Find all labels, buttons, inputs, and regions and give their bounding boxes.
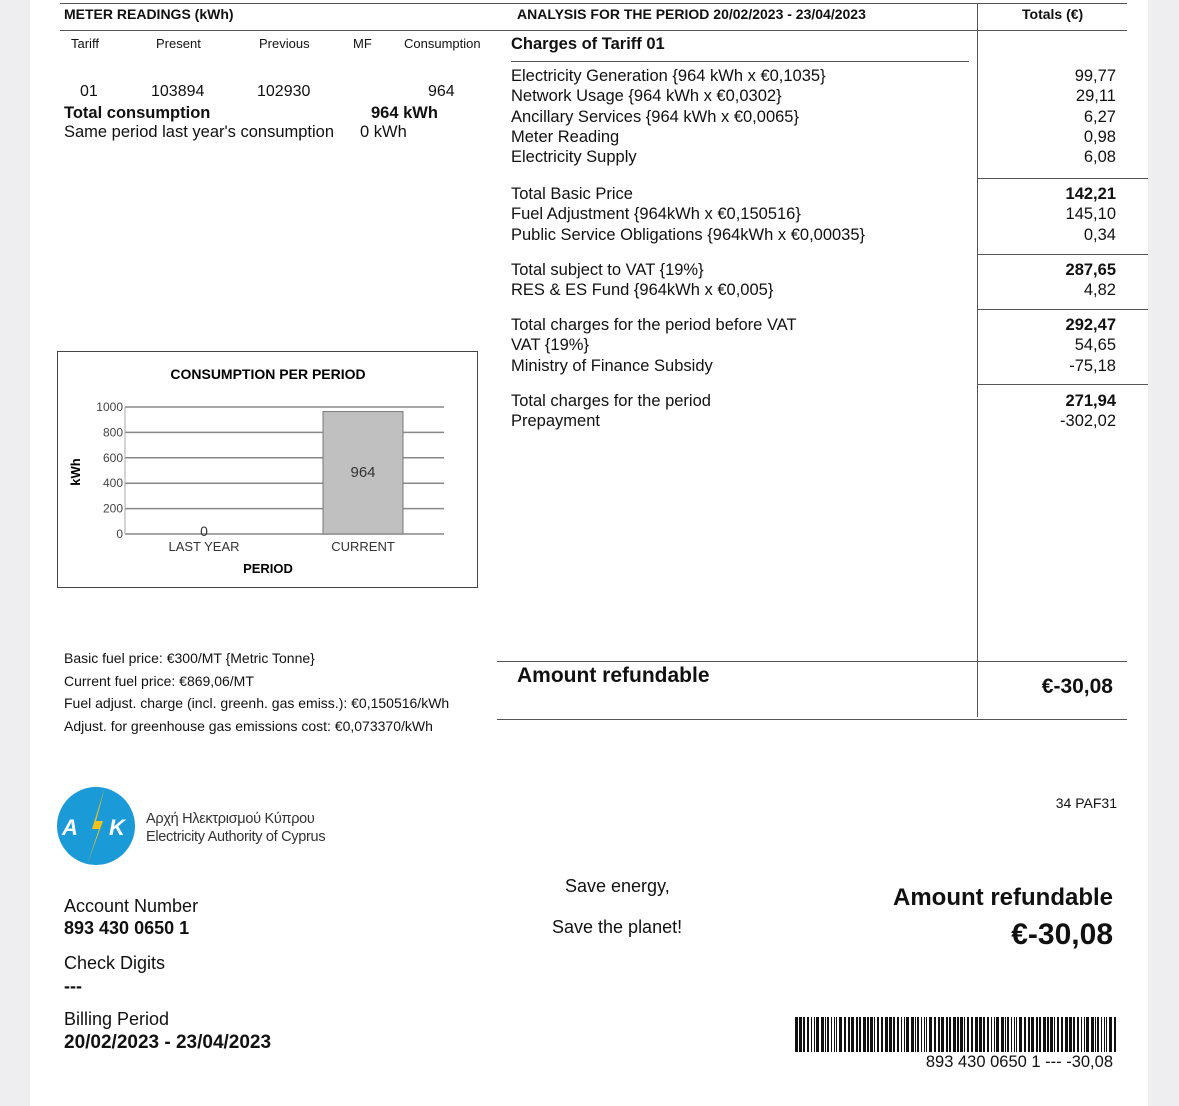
fuel-line: Adjust. for greenhouse gas emissions cost: €0,073370/kWh <box>64 717 433 734</box>
last-year-label: Same period last year's consumption <box>64 123 335 141</box>
charge-label: Ancillary Services {964 kWh x €0,0065} <box>511 107 799 126</box>
meter-title: METER READINGS (kWh) <box>64 6 234 22</box>
y-tick-label: 800 <box>102 425 123 440</box>
present-value: 103894 <box>151 83 205 100</box>
data-label: 0 <box>200 523 208 539</box>
y-tick-label: 1000 <box>96 400 123 414</box>
barcode-bar <box>803 1017 805 1052</box>
barcode-bar <box>934 1017 936 1052</box>
col-tariff: Tariff <box>71 36 99 51</box>
account-number: 893 430 0650 1 <box>64 918 190 938</box>
previous-value: 102930 <box>257 83 311 100</box>
barcode-bar <box>877 1017 879 1052</box>
charge-value: 142,21 <box>1065 185 1116 203</box>
col-present: Present <box>156 36 201 51</box>
barcode-bar <box>1028 1017 1030 1052</box>
barcode-bar <box>915 1017 916 1052</box>
charge-value: -75,18 <box>1069 356 1116 375</box>
barcode-bar <box>1095 1017 1096 1052</box>
barcode-bar <box>960 1017 963 1052</box>
totals-header: Totals (€) <box>1022 6 1084 22</box>
charge-label: Total charges for the period before VAT <box>511 316 797 334</box>
barcode-bar <box>834 1017 835 1052</box>
barcode-bar <box>906 1017 909 1052</box>
document-code: 34 PAF31 <box>1055 795 1117 811</box>
barcode-bar <box>1050 1017 1053 1052</box>
barcode-bar <box>1031 1017 1034 1052</box>
barcode-bar <box>881 1017 883 1052</box>
barcode-bar <box>967 1017 969 1052</box>
barcode-bar <box>816 1017 819 1052</box>
barcode-bar <box>863 1017 866 1052</box>
barcode-bar <box>799 1017 802 1052</box>
footer-refund-value: €-30,08 <box>1011 918 1113 951</box>
barcode-bar <box>827 1017 829 1052</box>
barcode-bar <box>1069 1017 1072 1052</box>
y-tick-label: 400 <box>102 476 123 491</box>
barcode-bar <box>821 1017 824 1052</box>
refund-value: €-30,08 <box>1041 675 1113 698</box>
charge-label: VAT {19%} <box>511 336 589 355</box>
barcode-bar <box>987 1017 989 1052</box>
barcode-bar <box>844 1017 846 1052</box>
charge-value: 4,82 <box>1083 281 1116 300</box>
chart-svg <box>58 352 477 587</box>
barcode-bar <box>825 1017 826 1052</box>
tariff-heading: Charges of Tariff 01 <box>511 35 665 53</box>
fuel-line: Basic fuel price: €300/MT {Metric Tonne} <box>64 650 315 666</box>
barcode-bar <box>893 1017 895 1052</box>
charge-value: 0,98 <box>1083 127 1116 146</box>
billing-period-value: 20/02/2023 - 23/04/2023 <box>64 1032 272 1053</box>
barcode-bar <box>1024 1017 1026 1052</box>
charge-label: Network Usage {964 kWh x €0,0302} <box>511 87 782 106</box>
charge-value: -302,02 <box>1060 412 1116 431</box>
barcode-bar <box>1109 1017 1112 1052</box>
charge-label: Total Basic Price <box>511 185 633 203</box>
last-year-value: 0 kWh <box>360 123 407 141</box>
barcode-bar <box>1106 1017 1107 1052</box>
charge-label: Ministry of Finance Subsidy <box>511 356 713 375</box>
logo-greek: Αρχή Ηλεκτρισμού Κύπρου <box>146 811 315 827</box>
barcode-bar <box>811 1017 812 1052</box>
barcode-bar <box>795 1017 798 1052</box>
charge-value: 99,77 <box>1074 67 1116 85</box>
barcode-bar <box>924 1017 925 1052</box>
slogan-line: Save the planet! <box>552 917 683 937</box>
account-label: Account Number <box>64 896 199 916</box>
barcode-bar <box>949 1017 951 1052</box>
charge-value: 6,08 <box>1083 148 1116 167</box>
charge-label: Prepayment <box>511 412 600 431</box>
consumption-chart <box>57 351 478 588</box>
barcode-bar <box>901 1017 902 1052</box>
barcode-bar <box>807 1017 809 1052</box>
barcode-bar <box>1104 1017 1105 1052</box>
charge-value: 0,34 <box>1083 225 1116 244</box>
charge-label: Fuel Adjustment {964kWh x €0,150516} <box>511 205 801 224</box>
fuel-line: Fuel adjust. charge (incl. greenh. gas emiss.): €0,150516/kWh <box>64 695 450 711</box>
barcode-bar <box>874 1017 875 1052</box>
charge-value: 292,47 <box>1065 316 1116 334</box>
barcode-bar <box>1091 1017 1094 1052</box>
x-axis-label: PERIOD <box>243 561 293 576</box>
barcode-bar <box>1011 1017 1012 1052</box>
charge-label: Electricity Supply <box>511 148 637 167</box>
barcode-bar <box>1001 1017 1004 1052</box>
barcode-bar <box>1005 1017 1006 1052</box>
barcode-bar <box>917 1017 919 1052</box>
barcode-bar <box>957 1017 959 1052</box>
barcode-bar <box>994 1017 995 1052</box>
barcode-bar <box>870 1017 873 1052</box>
total-consumption-value: 964 kWh <box>371 104 438 122</box>
x-tick-label: LAST YEAR <box>168 539 240 554</box>
barcode-bar <box>1016 1017 1017 1052</box>
barcode-bar <box>996 1017 999 1052</box>
check-digits-label: Check Digits <box>64 953 166 973</box>
col-previous: Previous <box>259 36 310 51</box>
barcode-bar <box>1101 1017 1102 1052</box>
barcode-bar <box>836 1017 837 1052</box>
barcode-bar <box>867 1017 869 1052</box>
barcode-bar <box>851 1017 854 1052</box>
billing-period-label: Billing Period <box>64 1009 170 1029</box>
barcode-bar <box>889 1017 892 1052</box>
barcode-bar <box>831 1017 832 1052</box>
barcode-bar <box>991 1017 992 1052</box>
barcode-bar <box>1047 1017 1049 1052</box>
barcode-bar <box>839 1017 842 1052</box>
y-tick-label: 0 <box>116 527 123 541</box>
col-mf: MF <box>353 36 372 51</box>
refund-label: Amount refundable <box>517 664 710 687</box>
y-axis-label: kWh <box>68 458 83 486</box>
barcode-bar <box>975 1017 978 1052</box>
barcode-bar <box>971 1017 973 1052</box>
barcode-bar <box>1043 1017 1046 1052</box>
charge-value: 29,11 <box>1075 87 1116 106</box>
barcode-bar <box>1007 1017 1009 1052</box>
barcode-bar <box>921 1017 922 1052</box>
y-tick-label: 600 <box>102 450 123 465</box>
charge-value: 54,65 <box>1074 336 1116 355</box>
charge-label: RES & ES Fund {964kWh x €0,005} <box>511 281 774 300</box>
logo-english: Electricity Authority of Cyprus <box>146 829 326 845</box>
bill-page <box>30 0 1148 1106</box>
analysis-title: ANALYSIS FOR THE PERIOD 20/02/2023 - 23/04/2023 <box>517 6 866 22</box>
slogan-line: Save energy, <box>565 876 670 896</box>
barcode-bar <box>859 1017 861 1052</box>
barcode-bar <box>1065 1017 1068 1052</box>
tariff-value: 01 <box>80 83 98 100</box>
barcode-bar <box>1097 1017 1099 1052</box>
barcode-bar <box>848 1017 850 1052</box>
charge-label: Total subject to VAT {19%} <box>511 261 704 279</box>
charge-value: 145,10 <box>1065 205 1116 224</box>
data-label: 964 <box>350 463 376 481</box>
chart-title: CONSUMPTION PER PERIOD <box>170 366 366 382</box>
footer-refund-label: Amount refundable <box>893 884 1113 911</box>
barcode-bar <box>946 1017 948 1052</box>
barcode-bar <box>1086 1017 1089 1052</box>
barcode-bar <box>953 1017 956 1052</box>
charge-value: 6,27 <box>1083 107 1116 126</box>
charge-label: Electricity Generation {964 kWh x €0,1035} <box>511 67 826 85</box>
check-digits-value: --- <box>64 976 82 996</box>
barcode-bar <box>1019 1017 1022 1052</box>
barcode-bar <box>979 1017 982 1052</box>
svg-text:A: A <box>62 815 78 840</box>
charge-value: 271,94 <box>1065 392 1116 410</box>
barcode-bar <box>911 1017 914 1052</box>
barcode-bar <box>1081 1017 1082 1052</box>
consumption-value: 964 <box>428 83 455 100</box>
col-consumption: Consumption <box>404 36 481 51</box>
barcode-bar <box>1077 1017 1079 1052</box>
total-consumption-label: Total consumption <box>64 104 211 122</box>
barcode-bar <box>904 1017 905 1052</box>
barcode-bar <box>1084 1017 1085 1052</box>
barcode-bar <box>1014 1017 1015 1052</box>
barcode-bar <box>1039 1017 1041 1052</box>
barcode-bar <box>1114 1017 1116 1052</box>
barcode-bar <box>1036 1017 1038 1052</box>
barcode-text: 893 430 0650 1 --- -30,08 <box>925 1053 1113 1071</box>
barcode-bar <box>1057 1017 1059 1052</box>
charge-label: Meter Reading <box>511 127 620 146</box>
svg-text:K: K <box>109 815 125 840</box>
fuel-info <box>64 647 449 737</box>
barcode <box>795 1017 1117 1052</box>
fuel-line: Current fuel price: €869,06/MT <box>64 672 254 689</box>
charge-label: Public Service Obligations {964kWh x €0,00035} <box>511 225 866 244</box>
logo-text <box>146 810 325 846</box>
y-tick-label: 200 <box>102 501 123 516</box>
barcode-bar <box>1054 1017 1055 1052</box>
barcode-bar <box>1061 1017 1063 1052</box>
barcode-bar <box>926 1017 927 1052</box>
eac-logo <box>57 787 135 865</box>
barcode-bar <box>983 1017 985 1052</box>
barcode-bar <box>929 1017 932 1052</box>
x-tick-label: CURRENT <box>331 539 395 554</box>
barcode-bar <box>1073 1017 1075 1052</box>
barcode-bar <box>897 1017 899 1052</box>
barcode-bar <box>964 1017 965 1052</box>
barcode-bar <box>941 1017 944 1052</box>
barcode-bar <box>856 1017 858 1052</box>
charge-value: 287,65 <box>1065 261 1116 279</box>
charge-label: Total charges for the period <box>511 392 711 410</box>
logo-bolt-icon <box>57 787 135 865</box>
barcode-bar <box>814 1017 815 1052</box>
barcode-bar <box>938 1017 940 1052</box>
barcode-bar <box>885 1017 888 1052</box>
